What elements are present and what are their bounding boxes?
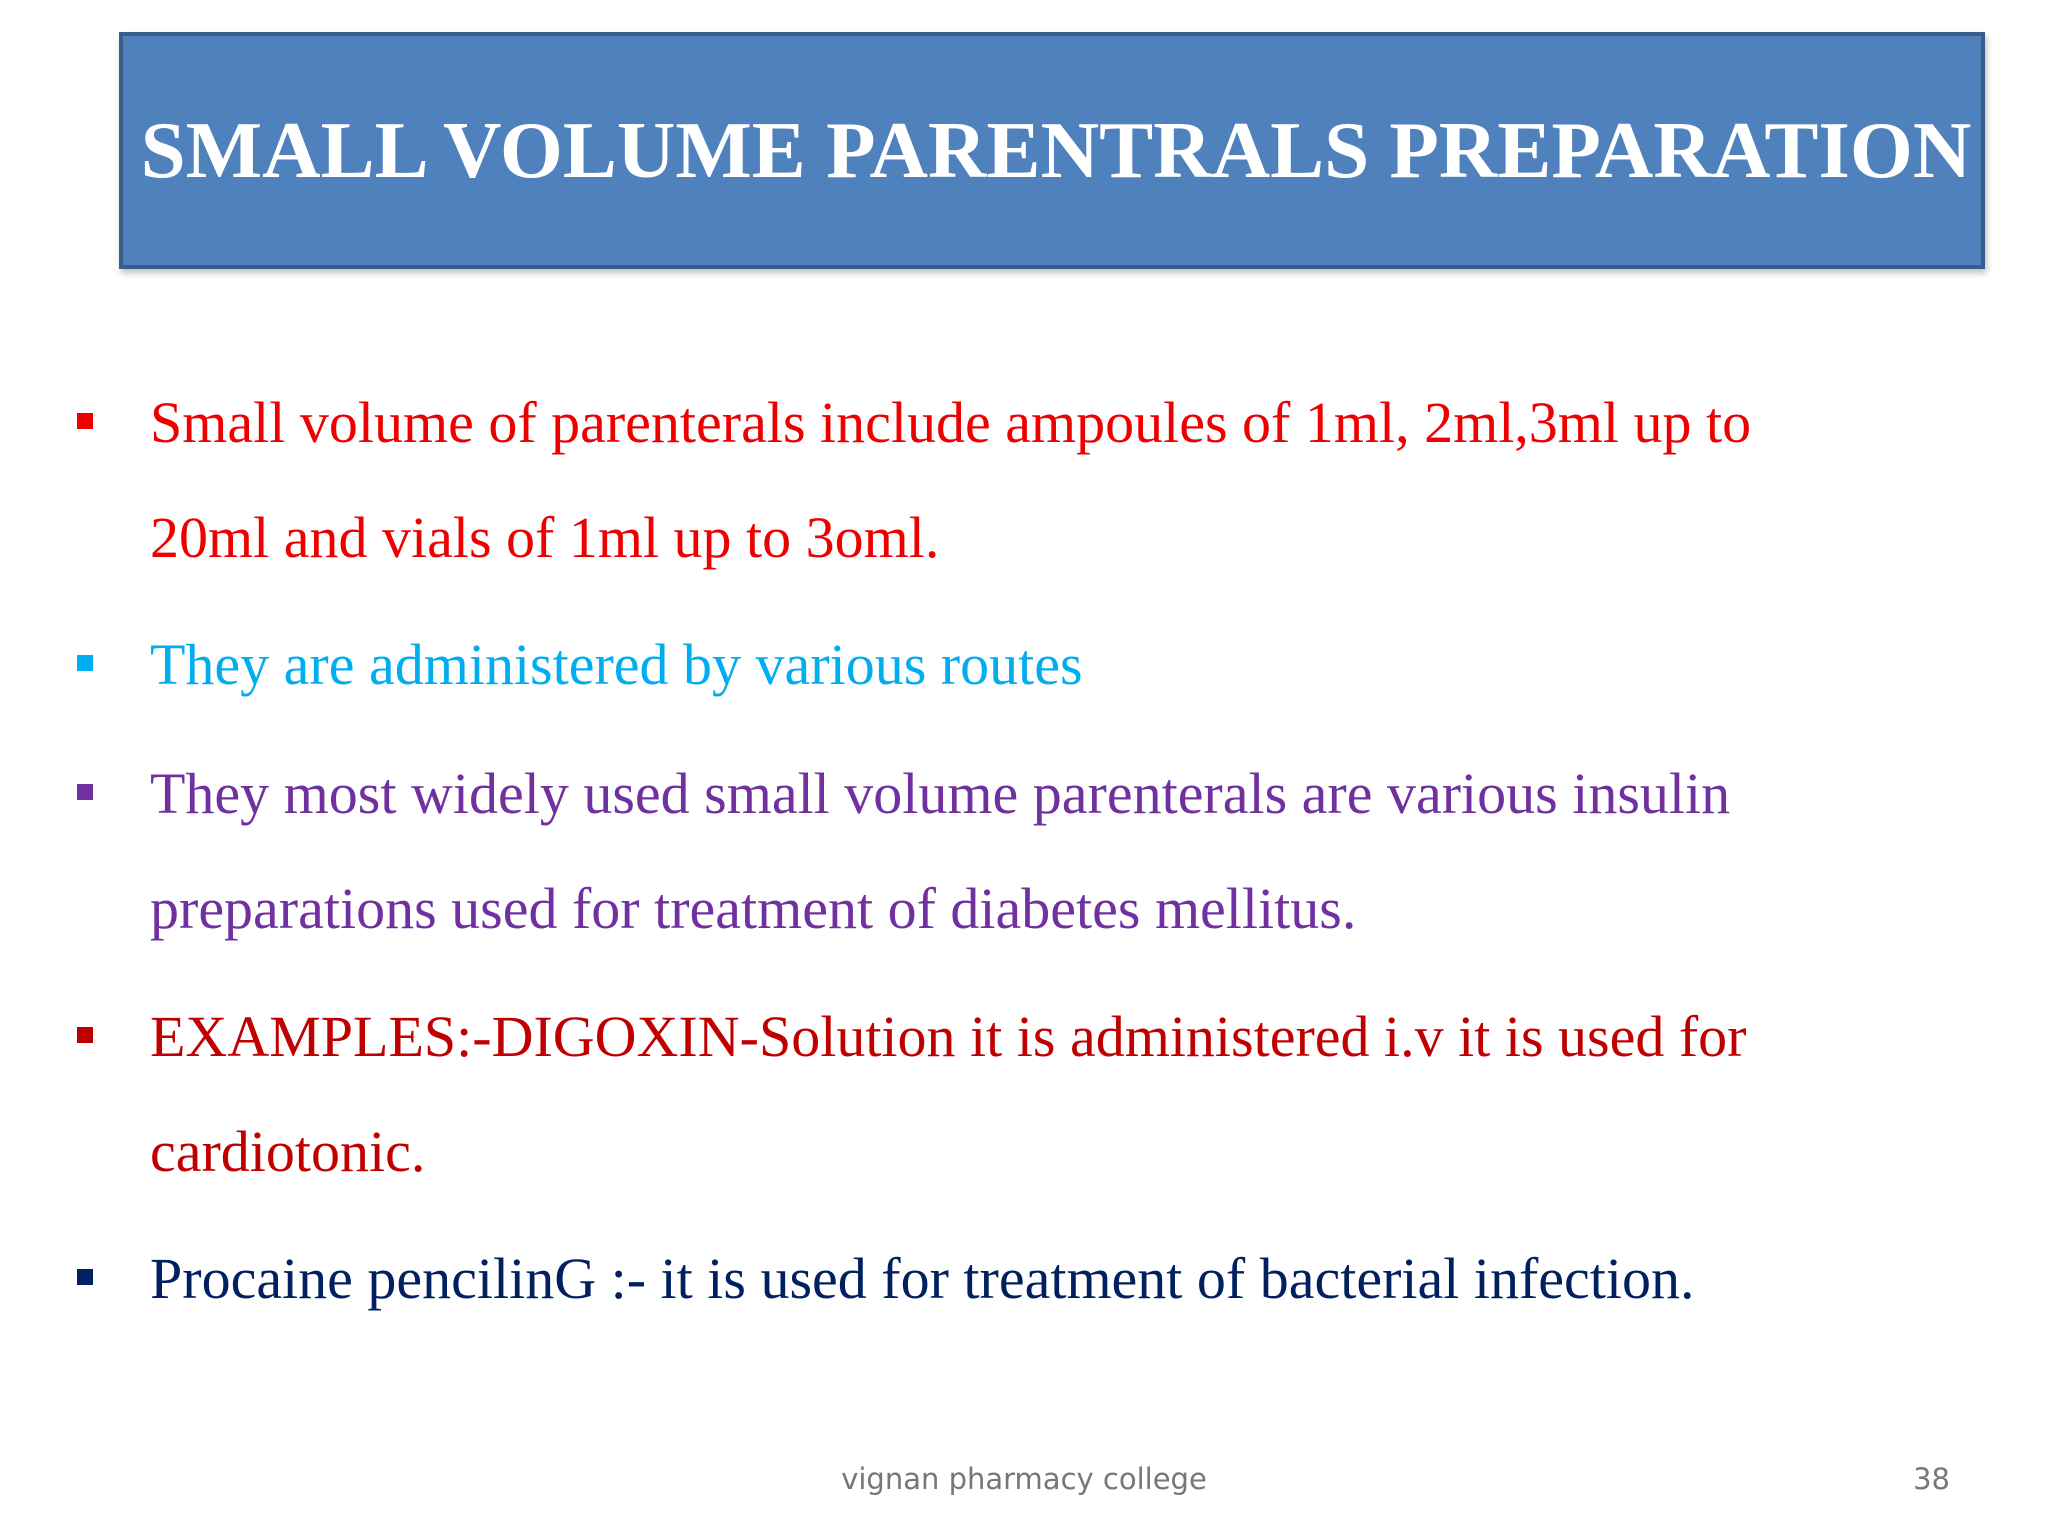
bullet-item [150, 736, 1950, 966]
page-number: 38 [1913, 1462, 1950, 1496]
bullet-line: preparations used for treatment of diabetes mellitus. [150, 876, 1357, 941]
bullet-item [150, 979, 1950, 1209]
bullet-line: 20ml and vials of 1ml up to 3oml. [150, 505, 940, 570]
square-bullet-icon [77, 655, 93, 671]
bullet-item [150, 365, 1950, 595]
bullet-line: They are administered by various routes [150, 632, 1083, 697]
bullet-item [150, 607, 1950, 722]
footer-text: vignan pharmacy college [841, 1462, 1207, 1496]
square-bullet-icon [77, 1027, 93, 1043]
bullet-line: cardiotonic. [150, 1119, 426, 1184]
bullet-line: They most widely used small volume parenterals are various insulin [150, 761, 1731, 826]
square-bullet-icon [77, 1269, 93, 1285]
bullet-line: Small volume of parenterals include ampoules of 1ml, 2ml,3ml up to [150, 390, 1752, 455]
square-bullet-icon [77, 413, 93, 429]
bullet-line: Procaine pencilinG :- it is used for treatment of bacterial infection. [150, 1246, 1695, 1311]
bullet-item [150, 1221, 1950, 1336]
slide-title: SMALL VOLUME PARENTRALS PREPARATION [140, 105, 1972, 195]
bullet-line: EXAMPLES:-DIGOXIN-Solution it is administered i.v it is used for [150, 1004, 1747, 1069]
square-bullet-icon [77, 784, 93, 800]
